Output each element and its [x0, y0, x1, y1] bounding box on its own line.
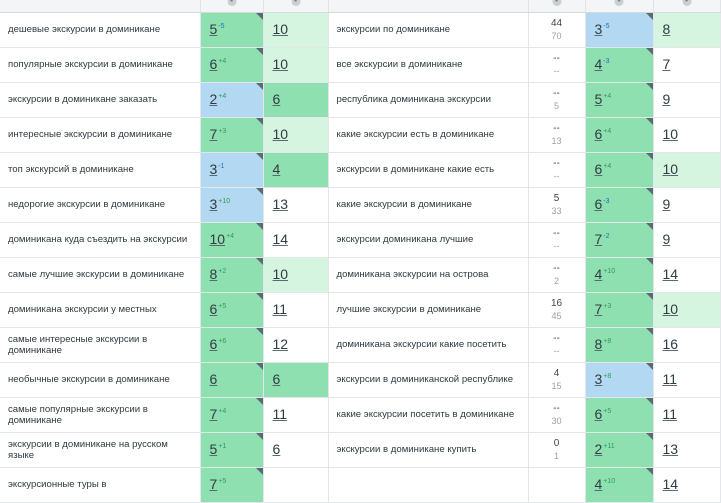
frequency-exact: -- [553, 52, 560, 64]
keyword-a-cell [0, 327, 200, 362]
keyword-b-cell [328, 397, 528, 432]
position-d-cell [653, 327, 720, 362]
corner-marker [256, 328, 263, 335]
position-a-cell [200, 327, 263, 362]
corner-marker [256, 48, 263, 55]
position-d-link[interactable]: 10 [662, 126, 679, 142]
position-c-link[interactable]: 7 [594, 301, 603, 317]
keyword-a-text: самые интересные экскурсии в доминикане [8, 333, 148, 356]
keyword-a-text: самые лучшие экскурсии в доминикане [8, 269, 185, 280]
position-a-cell [200, 152, 263, 187]
position-c-delta: +10 [603, 268, 616, 275]
frequency-exact: -- [553, 157, 560, 169]
position-a-link[interactable]: 5 [209, 21, 218, 37]
position-d-link[interactable]: 11 [662, 371, 678, 387]
position-c-delta: +4 [603, 163, 612, 170]
table-row [0, 257, 720, 292]
keyword-b-text: экскурсии в доминикане какие есть [336, 164, 495, 175]
position-a-cell [200, 12, 263, 47]
position-b-cell [263, 397, 328, 432]
frequency-cell [528, 117, 585, 152]
position-a-cell [200, 257, 263, 292]
table-row [0, 222, 720, 257]
keyword-a-cell [0, 222, 200, 257]
position-c-link[interactable]: 6 [594, 161, 603, 177]
position-a-cell [200, 222, 263, 257]
frequency-cell [528, 432, 585, 467]
position-d-cell [653, 257, 720, 292]
table-row [0, 397, 720, 432]
keyword-a-text: интересные экскурсии в доминикане [8, 129, 173, 140]
keyword-b-text: все экскурсии в доминикане [336, 59, 463, 70]
position-c-cell [585, 12, 653, 47]
keyword-b-text: экскурсии доминикана лучшие [336, 234, 474, 245]
keyword-a-cell [0, 432, 200, 467]
table-row [0, 47, 720, 82]
position-d-link[interactable]: 9 [662, 91, 671, 107]
table-row [0, 362, 720, 397]
position-c-delta: +4 [603, 93, 612, 100]
position-a-delta: +6 [218, 338, 227, 345]
corner-marker [256, 468, 263, 475]
keyword-b-cell [328, 467, 528, 502]
keyword-a-text: самые популярные экскурсии в доминикане [8, 403, 148, 426]
search-engine-icon: ● [227, 0, 236, 6]
corner-marker [646, 328, 653, 335]
position-b-cell [263, 292, 328, 327]
frequency-cell [528, 47, 585, 82]
position-c-delta: +8 [603, 338, 612, 345]
position-a-link[interactable]: 7 [209, 406, 218, 422]
keyword-b-text: лучшие экскурсии в доминикане [336, 304, 482, 315]
position-c-link[interactable]: 7 [594, 231, 603, 247]
position-a-link[interactable]: 7 [209, 476, 218, 492]
position-a-link[interactable]: 6 [209, 56, 218, 72]
position-a-link[interactable]: 6 [209, 301, 218, 317]
position-b-link[interactable]: 6 [272, 91, 281, 107]
table-row [0, 117, 720, 152]
corner-marker [646, 293, 653, 300]
keyword-b-cell [328, 82, 528, 117]
corner-marker [256, 398, 263, 405]
position-c-cell [585, 117, 653, 152]
keyword-b-cell [328, 327, 528, 362]
table-row [0, 327, 720, 362]
position-b-link[interactable]: 10 [272, 21, 289, 37]
globe-icon: ● [552, 0, 561, 6]
keyword-a-text: топ экскурсий в доминикане [8, 164, 134, 175]
search-engine-icon: ● [682, 0, 691, 6]
position-d-link[interactable]: 9 [662, 196, 671, 212]
keyword-a-cell [0, 82, 200, 117]
frequency-broad: 33 [551, 205, 562, 216]
position-d-cell [653, 292, 720, 327]
keyword-a-cell [0, 187, 200, 222]
header-position-a[interactable] [200, 0, 263, 12]
position-c-link[interactable]: 3 [594, 371, 603, 387]
position-a-cell [200, 47, 263, 82]
keyword-b-cell [328, 187, 528, 222]
position-c-delta: +10 [603, 478, 616, 485]
frequency-broad: 13 [551, 135, 562, 146]
position-a-delta: +3 [218, 128, 227, 135]
header-keyword-b[interactable] [328, 0, 528, 12]
frequency-broad: -- [553, 240, 560, 251]
position-c-cell [585, 257, 653, 292]
position-b-link[interactable]: 12 [272, 336, 289, 352]
position-a-cell [200, 397, 263, 432]
position-d-link[interactable]: 10 [662, 301, 679, 317]
position-b-cell [263, 222, 328, 257]
keyword-a-cell [0, 47, 200, 82]
frequency-cell [528, 187, 585, 222]
position-a-delta: +4 [218, 408, 227, 415]
frequency-broad: 45 [551, 310, 562, 321]
corner-marker [646, 153, 653, 160]
position-a-delta: +4 [218, 58, 227, 65]
position-d-link[interactable]: 8 [662, 21, 671, 37]
position-d-link[interactable]: 7 [662, 56, 671, 72]
corner-marker [256, 293, 263, 300]
position-b-link[interactable]: 10 [272, 126, 289, 142]
frequency-exact: -- [553, 227, 560, 239]
keyword-b-text: доминикана экскурсии на острова [336, 269, 489, 280]
position-c-cell [585, 222, 653, 257]
position-b-link[interactable]: 11 [272, 301, 288, 317]
frequency-broad: 2 [553, 275, 559, 286]
position-c-delta: +4 [603, 128, 612, 135]
frequency-broad: 70 [551, 30, 562, 41]
keyword-a-cell [0, 152, 200, 187]
position-b-link[interactable]: 10 [272, 266, 289, 282]
position-a-cell [200, 292, 263, 327]
keyword-b-text: какие экскурсии есть в доминикане [336, 129, 495, 140]
frequency-cell [528, 222, 585, 257]
keyword-b-text: доминикана экскурсии какие посетить [336, 339, 507, 350]
position-c-link[interactable]: 5 [594, 91, 603, 107]
position-c-delta: -3 [603, 198, 610, 205]
position-c-link[interactable]: 6 [594, 406, 603, 422]
position-d-cell [653, 397, 720, 432]
position-c-link[interactable]: 6 [594, 126, 603, 142]
position-c-link[interactable]: 4 [594, 56, 603, 72]
corner-marker [256, 83, 263, 90]
table-row [0, 467, 720, 502]
header-position-d[interactable] [653, 0, 720, 12]
frequency-cell [528, 257, 585, 292]
position-c-cell [585, 432, 653, 467]
frequency-broad: -- [553, 170, 560, 181]
position-c-cell [585, 362, 653, 397]
header-frequency[interactable] [528, 0, 585, 12]
position-d-cell [653, 432, 720, 467]
position-a-cell [200, 432, 263, 467]
position-a-delta: -1 [218, 163, 225, 170]
frequency-cell [528, 362, 585, 397]
position-b-link[interactable]: 6 [272, 371, 281, 387]
position-a-delta: +1 [218, 443, 227, 450]
position-c-cell [585, 397, 653, 432]
table-row [0, 292, 720, 327]
corner-marker [256, 153, 263, 160]
position-d-link[interactable]: 14 [662, 476, 679, 492]
keyword-b-cell [328, 257, 528, 292]
keyword-a-text: экскурсии в доминикане заказать [8, 94, 158, 105]
corner-marker [646, 363, 653, 370]
corner-marker [646, 433, 653, 440]
corner-marker [256, 363, 263, 370]
position-a-delta: +4 [226, 233, 235, 240]
corner-marker [646, 188, 653, 195]
frequency-cell [528, 467, 585, 502]
corner-marker [646, 468, 653, 475]
position-b-link[interactable]: 6 [272, 441, 281, 457]
position-c-delta: +11 [603, 443, 615, 450]
frequency-exact: 44 [550, 17, 563, 29]
table-row [0, 12, 720, 47]
frequency-broad: 1 [553, 450, 559, 461]
keyword-a-text: доминикана куда съездить на экскурсии [8, 234, 188, 245]
position-a-delta: +4 [218, 93, 227, 100]
corner-marker [646, 258, 653, 265]
position-c-delta: -5 [603, 23, 610, 30]
keyword-b-cell [328, 12, 528, 47]
frequency-cell [528, 152, 585, 187]
frequency-cell [528, 292, 585, 327]
frequency-broad: -- [553, 65, 560, 76]
position-a-link[interactable]: 2 [209, 91, 218, 107]
keyword-a-text: дешевые экскурсии в доминикане [8, 24, 161, 35]
keyword-a-text: экскурсии в доминикане на русском языке [8, 438, 168, 461]
position-b-link[interactable]: 13 [272, 196, 289, 212]
corner-marker [646, 118, 653, 125]
position-d-link[interactable]: 10 [662, 161, 679, 177]
frequency-broad: 30 [551, 415, 562, 426]
position-b-link[interactable]: 14 [272, 231, 289, 247]
keyword-b-cell [328, 222, 528, 257]
keyword-a-text: недорогие экскурсии в доминикане [8, 199, 166, 210]
keyword-a-cell [0, 397, 200, 432]
position-d-link[interactable]: 16 [662, 336, 679, 352]
corner-marker [256, 223, 263, 230]
keyword-b-text: какие экскурсии в доминикане [336, 199, 472, 210]
position-a-cell [200, 117, 263, 152]
position-a-cell [200, 187, 263, 222]
corner-marker [646, 398, 653, 405]
position-c-link[interactable]: 2 [594, 441, 603, 457]
corner-marker [256, 188, 263, 195]
position-a-link[interactable]: 10 [209, 231, 226, 247]
table-header-row [0, 0, 720, 12]
frequency-exact: 5 [553, 192, 560, 204]
position-a-delta: +5 [218, 478, 227, 485]
position-b-cell [263, 362, 328, 397]
position-c-link[interactable]: 4 [594, 476, 603, 492]
position-d-cell [653, 47, 720, 82]
position-a-cell [200, 467, 263, 502]
keyword-b-text: экскурсии по доминикане [336, 24, 451, 35]
keyword-b-text: республика доминикана экскурсии [336, 94, 491, 105]
frequency-cell [528, 397, 585, 432]
corner-marker [256, 13, 263, 20]
position-a-delta: -5 [218, 23, 225, 30]
search-engine-icon: ● [615, 0, 624, 6]
position-a-link[interactable]: 7 [209, 126, 218, 142]
header-position-b[interactable] [263, 0, 328, 12]
position-b-link[interactable]: 4 [272, 161, 281, 177]
frequency-exact: -- [553, 122, 560, 134]
position-c-link[interactable]: 6 [594, 196, 603, 212]
keyword-b-cell [328, 292, 528, 327]
table-row [0, 432, 720, 467]
keyword-b-cell [328, 362, 528, 397]
position-c-cell [585, 467, 653, 502]
frequency-broad: 5 [553, 100, 559, 111]
position-a-delta: +5 [218, 303, 227, 310]
position-c-delta: +3 [603, 303, 612, 310]
position-c-link[interactable]: 4 [594, 266, 603, 282]
frequency-cell [528, 12, 585, 47]
position-d-link[interactable]: 11 [662, 406, 678, 422]
corner-marker [646, 223, 653, 230]
position-c-cell [585, 327, 653, 362]
position-b-cell [263, 467, 328, 502]
position-c-delta: -3 [603, 58, 610, 65]
corner-marker [646, 83, 653, 90]
keyword-a-text: популярные экскурсии в доминикане [8, 59, 173, 70]
keyword-b-text: какие экскурсии посетить в доминикане [336, 409, 515, 420]
frequency-broad: -- [553, 345, 560, 356]
frequency-exact: 4 [553, 367, 560, 379]
position-d-link[interactable]: 13 [662, 441, 679, 457]
frequency-exact: 0 [553, 437, 560, 449]
table-row [0, 187, 720, 222]
keyword-b-cell [328, 432, 528, 467]
position-d-cell [653, 82, 720, 117]
keyword-a-text: доминикана экскурсии у местных [8, 304, 157, 315]
header-position-c[interactable] [585, 0, 653, 12]
search-engine-icon: ● [291, 0, 300, 6]
position-a-delta: +2 [218, 268, 227, 275]
keyword-a-cell [0, 12, 200, 47]
position-c-cell [585, 292, 653, 327]
frequency-cell [528, 82, 585, 117]
position-b-cell [263, 47, 328, 82]
keyword-a-cell [0, 257, 200, 292]
position-a-delta: +10 [218, 198, 231, 205]
position-a-link[interactable]: 8 [209, 266, 218, 282]
position-a-link[interactable]: 3 [209, 161, 218, 177]
position-d-link[interactable]: 9 [662, 231, 671, 247]
keyword-b-text: экскурсии в доминиканской республике [336, 374, 514, 385]
position-b-cell [263, 82, 328, 117]
position-d-cell [653, 117, 720, 152]
frequency-exact: 16 [550, 297, 563, 309]
position-a-link[interactable]: 3 [209, 196, 218, 212]
keyword-a-cell [0, 362, 200, 397]
position-a-link[interactable]: 6 [209, 336, 218, 352]
position-c-link[interactable]: 8 [594, 336, 603, 352]
keyword-a-cell [0, 117, 200, 152]
frequency-exact: -- [553, 87, 560, 99]
position-c-link[interactable]: 3 [594, 21, 603, 37]
position-a-cell [200, 362, 263, 397]
position-c-cell [585, 47, 653, 82]
position-c-cell [585, 152, 653, 187]
position-b-cell [263, 117, 328, 152]
position-c-delta: +5 [603, 408, 612, 415]
corner-marker [256, 258, 263, 265]
position-a-link[interactable]: 6 [209, 371, 218, 387]
table-row [0, 152, 720, 187]
keyword-a-cell [0, 467, 200, 502]
frequency-cell [528, 327, 585, 362]
position-c-cell [585, 187, 653, 222]
frequency-exact: -- [553, 332, 560, 344]
position-d-cell [653, 187, 720, 222]
position-b-cell [263, 152, 328, 187]
position-b-cell [263, 327, 328, 362]
keyword-b-text: экскурсии в доминикане купить [336, 444, 477, 455]
position-c-delta: -2 [603, 233, 610, 240]
table-row [0, 82, 720, 117]
position-a-link[interactable]: 5 [209, 441, 218, 457]
corner-marker [646, 48, 653, 55]
corner-marker [256, 118, 263, 125]
keyword-b-cell [328, 47, 528, 82]
position-d-cell [653, 362, 720, 397]
position-d-link[interactable]: 14 [662, 266, 679, 282]
position-c-delta: +8 [603, 373, 612, 380]
frequency-broad: 15 [551, 380, 562, 391]
position-d-cell [653, 467, 720, 502]
corner-marker [256, 433, 263, 440]
keyword-a-text: экскурсионные туры в [8, 479, 107, 490]
position-b-link[interactable]: 11 [272, 406, 288, 422]
position-d-cell [653, 222, 720, 257]
position-c-cell [585, 82, 653, 117]
frequency-exact: -- [553, 262, 560, 274]
position-b-cell [263, 257, 328, 292]
position-b-link[interactable]: 10 [272, 56, 289, 72]
position-b-cell [263, 187, 328, 222]
keyword-a-text: необычные экскурсии в доминикане [8, 374, 170, 385]
corner-marker [646, 13, 653, 20]
position-d-cell [653, 152, 720, 187]
position-a-cell [200, 82, 263, 117]
keyword-a-cell [0, 292, 200, 327]
position-b-cell [263, 432, 328, 467]
position-d-cell [653, 12, 720, 47]
position-b-cell [263, 12, 328, 47]
frequency-exact: -- [553, 402, 560, 414]
keyword-b-cell [328, 152, 528, 187]
header-keyword-a[interactable] [0, 0, 200, 12]
keyword-b-cell [328, 117, 528, 152]
